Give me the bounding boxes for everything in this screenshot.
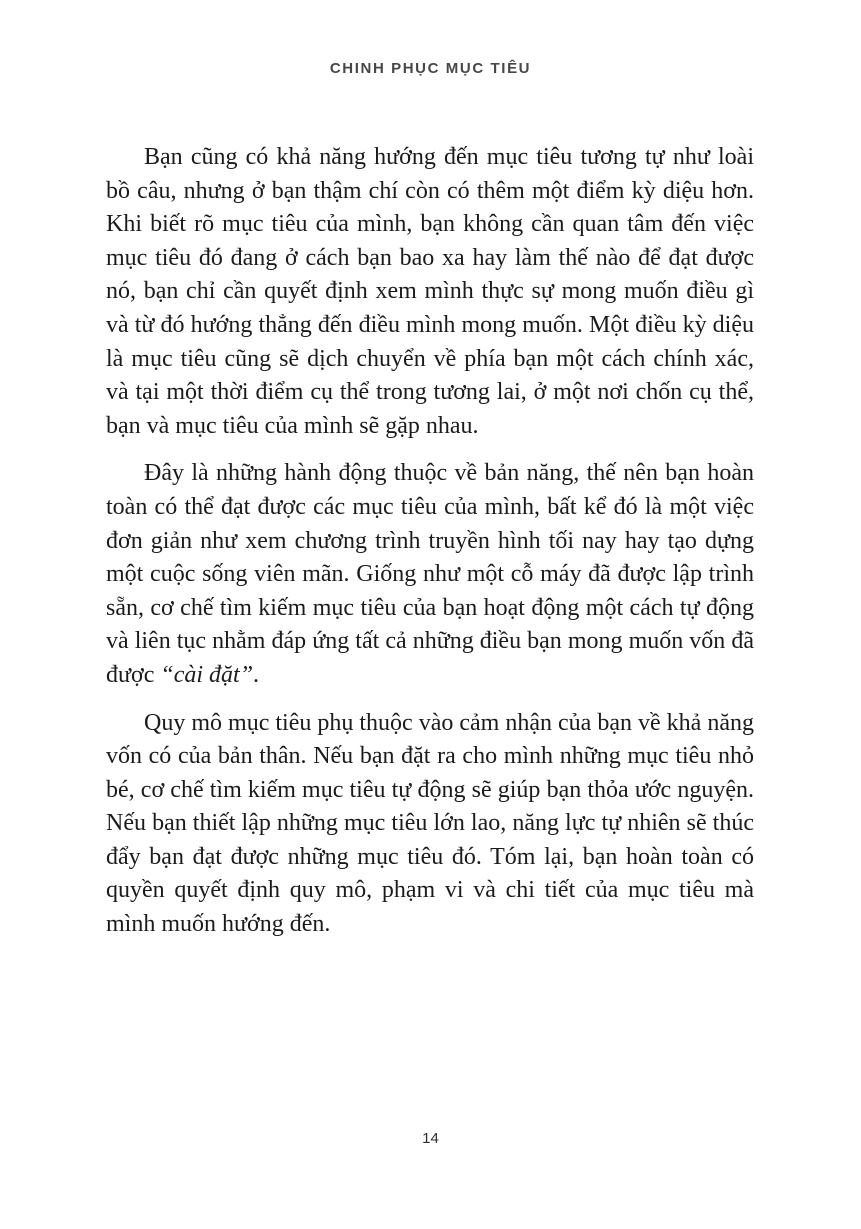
page-number: 14	[422, 1130, 439, 1147]
paragraph: Quy mô mục tiêu phụ thuộc vào cảm nhận của bạn về khả năng vốn có của bản thân. Nếu bạn đặt ra cho mình những mục tiêu nhỏ bé, cơ chế tìm kiếm mục tiêu tự động sẽ giúp bạn thỏa ước nguyện. Nếu bạn thiết lập những mục tiêu lớn lao, năng lực tự nhiên sẽ thúc đẩy bạn đạt được những mục tiêu đó. Tóm lại, bạn hoàn toàn có quyền quyết định quy mô, phạm vi và chi tiết của mục tiêu mà mình muốn hướng đến.	[106, 709, 754, 938]
page-body	[106, 141, 754, 942]
paragraph-text: .	[253, 661, 260, 688]
paragraph: Bạn cũng có khả năng hướng đến mục tiêu tương tự như loài bồ câu, nhưng ở bạn thậm chí còn có thêm một điểm kỳ diệu hơn. Khi biết rõ mục tiêu của mình, bạn không cần quan tâm đến việc mục tiêu đó đang ở cách bạn bao xa hay làm thế nào để đạt được nó, bạn chỉ cần quyết định xem mình thực sự mong muốn điều gì và từ đó hướng thẳng đến điều mình mong muốn. Một điều kỳ diệu là mục tiêu cũng sẽ dịch chuyển về phía bạn một cách chính xác, và tại một thời điểm cụ thể trong tương lai, ở một nơi chốn cụ thể, bạn và mục tiêu của mình sẽ gặp nhau.	[106, 144, 754, 439]
paragraph	[106, 457, 754, 692]
emphasized-term: “cài đặt”	[160, 661, 254, 688]
paragraph-text: Đây là những hành động thuộc về bản năng, thế nên bạn hoàn toàn có thể đạt được các mục tiêu của mình, bất kể đó là một việc đơn giản như xem chương trình truyền hình tối nay hay tạo dựng một cuộc sống viên mãn. Giống như một cỗ máy đã được lập trình sẵn, cơ chế tìm kiếm mục tiêu của bạn hoạt động một cách tự động và liên tục nhằm đáp ứng tất cả những điều bạn mong muốn vốn đã được	[106, 460, 754, 688]
running-head-title: CHINH PHỤC MỤC TIÊU	[329, 60, 532, 77]
